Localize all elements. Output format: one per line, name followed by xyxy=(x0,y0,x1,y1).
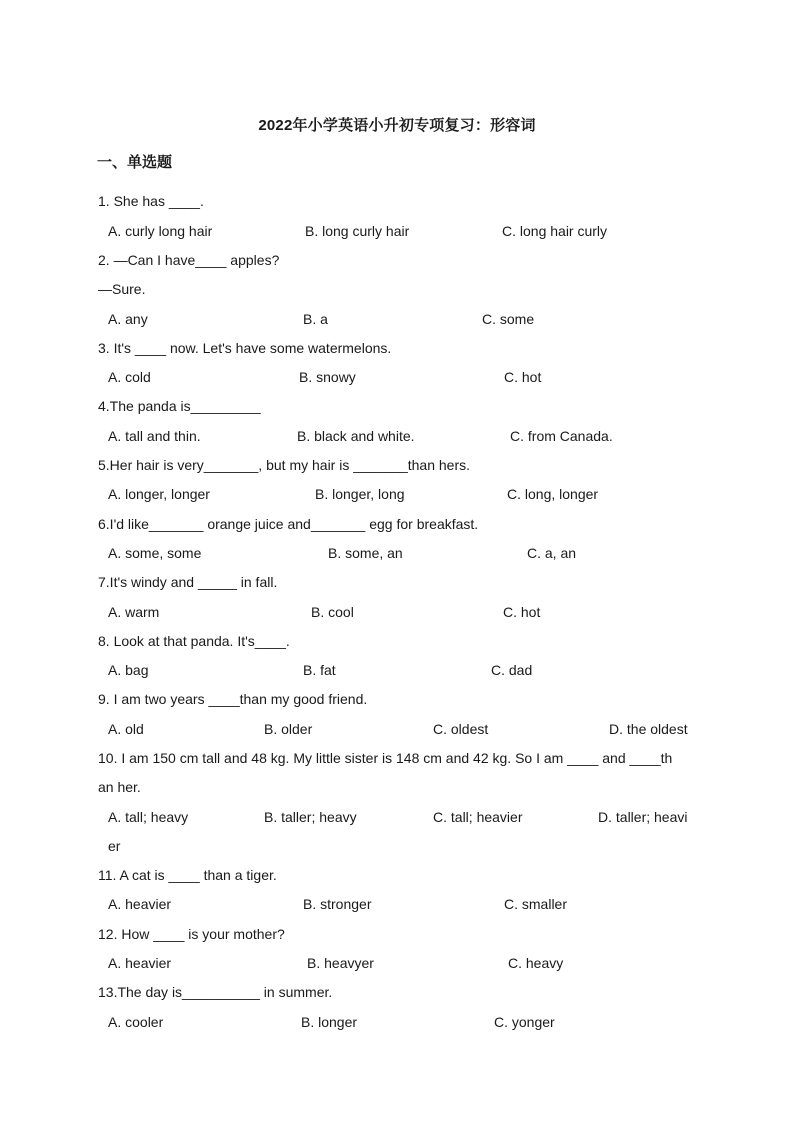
question-7-stem: 7.It's windy and _____ in fall. xyxy=(98,574,278,590)
question-2-options xyxy=(0,310,794,328)
option-d[interactable]: D. taller; heavi xyxy=(598,809,688,825)
question-4-options xyxy=(0,427,794,445)
page-title: 2022年小学英语小升初专项复习：形容词 xyxy=(258,117,536,134)
option-c[interactable]: C. a, an xyxy=(527,545,577,561)
option-b[interactable]: B. black and white. xyxy=(297,428,415,444)
option-a[interactable]: A. tall and thin. xyxy=(108,428,201,444)
question-1-stem: 1. She has ____. xyxy=(98,193,204,209)
option-c[interactable]: C. dad xyxy=(491,662,533,678)
option-a[interactable]: A. heavier xyxy=(108,955,172,971)
question-9-options xyxy=(0,720,794,738)
option-b[interactable]: B. older xyxy=(264,721,313,737)
question-2-stem: 2. —Can I have____ apples? xyxy=(98,252,280,268)
option-a[interactable]: A. any xyxy=(108,311,148,327)
question-5-stem: 5.Her hair is very_______, but my hair is _______than hers. xyxy=(98,457,470,473)
question-10-stem-line2: an her. xyxy=(98,779,141,795)
question-9-stem: 9. I am two years ____than my good friend. xyxy=(98,691,368,707)
question-3-stem: 3. It's ____ now. Let's have some watermelons. xyxy=(98,340,392,356)
option-c[interactable]: C. long hair curly xyxy=(502,223,608,239)
question-13-stem: 13.The day is__________ in summer. xyxy=(98,984,333,1000)
option-a[interactable]: A. cold xyxy=(108,369,151,385)
question-4-stem: 4.The panda is_________ xyxy=(98,398,261,414)
option-a[interactable]: A. some, some xyxy=(108,545,202,561)
option-d-wrap: er xyxy=(108,838,121,854)
question-2-stem-line2: —Sure. xyxy=(98,281,146,297)
option-c[interactable]: C. hot xyxy=(503,604,541,620)
option-b[interactable]: B. fat xyxy=(303,662,336,678)
option-b[interactable]: B. stronger xyxy=(303,896,372,912)
option-c[interactable]: C. some xyxy=(482,311,535,327)
option-c[interactable]: C. hot xyxy=(504,369,542,385)
question-6-options xyxy=(0,544,794,562)
option-c[interactable]: C. from Canada. xyxy=(510,428,613,444)
question-6-stem: 6.I'd like_______ orange juice and_______ egg for breakfast. xyxy=(98,516,479,532)
option-a[interactable]: A. warm xyxy=(108,604,160,620)
option-b[interactable]: B. a xyxy=(303,311,328,327)
option-b[interactable]: B. snowy xyxy=(299,369,356,385)
option-a[interactable]: A. heavier xyxy=(108,896,172,912)
question-12-options xyxy=(0,954,794,972)
option-b[interactable]: B. longer xyxy=(301,1014,358,1030)
option-a[interactable]: A. bag xyxy=(108,662,149,678)
option-c[interactable]: C. oldest xyxy=(433,721,489,737)
question-10-stem: 10. I am 150 cm tall and 48 kg. My little sister is 148 cm and 42 kg. So I am ____ and ____th xyxy=(98,750,673,766)
option-c[interactable]: C. tall; heavier xyxy=(433,809,523,825)
question-10-options xyxy=(0,808,794,826)
option-d[interactable]: D. the oldest xyxy=(609,721,688,737)
question-7-options xyxy=(0,603,794,621)
option-b[interactable]: B. taller; heavy xyxy=(264,809,357,825)
option-b[interactable]: B. long curly hair xyxy=(305,223,410,239)
option-b[interactable]: B. some, an xyxy=(328,545,403,561)
question-8-options xyxy=(0,661,794,679)
option-c[interactable]: C. long, longer xyxy=(507,486,599,502)
section-heading: 一、单选题 xyxy=(97,154,173,171)
option-c[interactable]: C. heavy xyxy=(508,955,564,971)
option-b[interactable]: B. longer, long xyxy=(315,486,405,502)
option-a[interactable]: A. tall; heavy xyxy=(108,809,189,825)
question-13-options xyxy=(0,1013,794,1031)
option-a[interactable]: A. longer, longer xyxy=(108,486,210,502)
question-11-options xyxy=(0,895,794,913)
option-a[interactable]: A. curly long hair xyxy=(108,223,213,239)
option-a[interactable]: A. old xyxy=(108,721,144,737)
option-c[interactable]: C. smaller xyxy=(504,896,568,912)
question-11-stem: 11. A cat is ____ than a tiger. xyxy=(98,867,277,883)
option-a[interactable]: A. cooler xyxy=(108,1014,164,1030)
question-5-options xyxy=(0,485,794,503)
option-c[interactable]: C. yonger xyxy=(494,1014,555,1030)
question-3-options xyxy=(0,368,794,386)
option-b[interactable]: B. cool xyxy=(311,604,354,620)
question-1-options xyxy=(0,222,794,240)
option-b[interactable]: B. heavyer xyxy=(307,955,374,971)
question-8-stem: 8. Look at that panda. It's____. xyxy=(98,633,290,649)
question-12-stem: 12. How ____ is your mother? xyxy=(98,926,285,942)
